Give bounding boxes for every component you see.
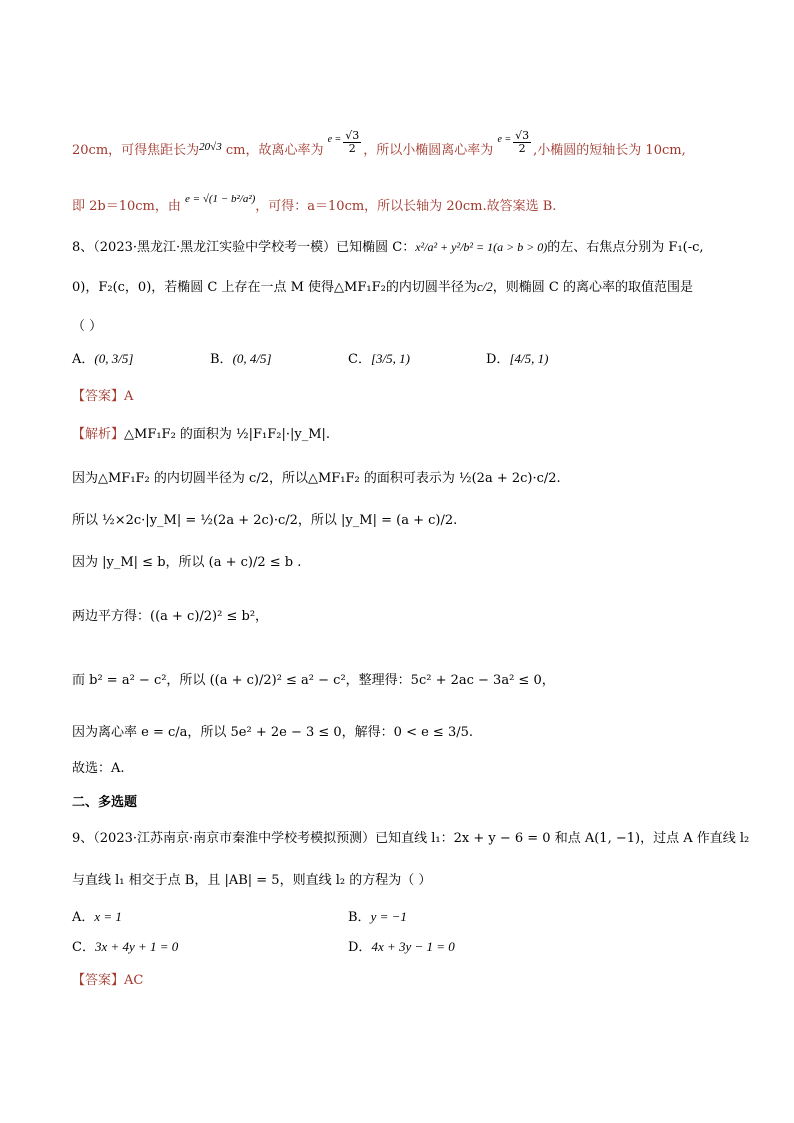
option-label: C．: [348, 352, 371, 367]
q8-analysis-line-5: [72, 608, 268, 626]
fraction-denominator: 2: [518, 142, 526, 155]
q8-analysis-line-2: [72, 470, 561, 488]
q9-option-d: [348, 938, 455, 957]
continuation-text: ，所以小椭圆离心率为: [363, 143, 494, 158]
question-text: ，则椭圆 C 的离心率的取值范围是: [492, 280, 693, 295]
continuation-line-2: [72, 190, 556, 216]
analysis-step: 因为 |y_M| ≤ b，所以 (a + c)/2 ≤ b .: [72, 555, 302, 570]
q8-analysis-line-8: [72, 760, 125, 778]
analysis-step: 故选：A.: [72, 761, 125, 776]
continuation-text: ，可得：a＝10cm，所以长轴为 20cm.故答案选 B.: [255, 199, 557, 214]
option-value: x = 1: [94, 909, 122, 924]
q9-answer: [72, 972, 143, 990]
q9-stem-line-1: [72, 830, 749, 848]
analysis-step: 两边平方得：((a + c)/2)² ≤ b²，: [72, 609, 269, 624]
analysis-step: 而 b² = a² − c²，所以 ((a + c)/2)² ≤ a² − c²，整理得：5c² + 2ac − 3a² ≤ 0，: [72, 673, 555, 688]
focal-length: 20√3: [199, 141, 222, 153]
section-title-text: 二、多选题: [72, 795, 138, 810]
section-title: [72, 794, 137, 812]
analysis-step: 所以 ½×2c·|y_M| = ½(2a + 2c)·c/2，所以 |y_M| = (a + c)/2.: [72, 513, 458, 528]
option-label: A．: [72, 352, 95, 367]
answer-blank: （ ）: [72, 319, 103, 334]
continuation-text: cm，故离心率为: [221, 143, 324, 158]
q9-option-b: [348, 908, 407, 927]
answer-value: AC: [124, 973, 144, 988]
option-value: [3/5, 1): [370, 351, 410, 366]
formula: e = √(1 − b²/a²): [185, 193, 256, 205]
analysis-step: △MF₁F₂ 的面积为 ½|F₁F₂|·|y_M|.: [124, 427, 331, 442]
option-value: 3x + 4y + 1 = 0: [94, 939, 179, 954]
question-text: 9、（2023·江苏南京·南京市秦淮中学校考模拟预测）已知直线 l₁：2x + y − 6 = 0 和点 A(1, −1)，过点 A 作直线 l₂: [72, 831, 750, 846]
question-text: 的左、右焦点分别为 F₁(-c,: [547, 240, 704, 255]
q8-option-d: [486, 350, 548, 369]
answer-value: A: [124, 389, 134, 404]
option-label: D．: [486, 352, 510, 367]
analysis-tag: 【解析】: [72, 427, 125, 442]
option-value: y = −1: [370, 909, 407, 924]
q8-answer: [72, 388, 133, 406]
continuation-text: 20cm，可得焦距长为: [72, 143, 200, 158]
fraction-numerator: √3: [515, 129, 530, 142]
q9-option-c: [72, 938, 178, 957]
continuation-line-1: [72, 130, 686, 160]
q8-option-b: [210, 350, 272, 369]
q8-stem-line-2: [72, 278, 693, 297]
continuation-text: ,小椭圆的短轴长为 10cm,: [533, 143, 686, 158]
q8-option-c: [348, 350, 410, 369]
option-value: (0, 4/5]: [232, 351, 272, 366]
option-label: C．: [72, 940, 95, 955]
option-label: B．: [210, 352, 233, 367]
eccentricity-label: e =: [497, 134, 512, 145]
fraction-denominator: 2: [348, 142, 356, 155]
fraction: [513, 130, 531, 155]
q8-analysis-line-3: [72, 512, 457, 530]
answer-tag: 【答案】: [72, 973, 125, 988]
eccentricity-label: e =: [327, 134, 342, 145]
continuation-text: 即 2b＝10cm，由: [72, 199, 181, 214]
q8-analysis-line-4: [72, 554, 301, 572]
question-text: 0)，F₂(c，0)，若椭圆 C 上存在一点 M 使得△MF₁F₂的内切圆半径为: [72, 280, 477, 295]
option-label: A．: [72, 910, 95, 925]
analysis-step: 因为△MF₁F₂ 的内切圆半径为 c/2，所以△MF₁F₂ 的面积可表示为 ½(2a + 2c)·c/2.: [72, 471, 561, 486]
answer-tag: 【答案】: [72, 389, 125, 404]
q8-stem-line-1: [72, 238, 704, 257]
q9-option-a: [72, 908, 122, 927]
q8-blank: [72, 318, 102, 336]
q8-analysis-line-7: [72, 724, 473, 742]
fraction: [343, 130, 361, 155]
option-value: [4/5, 1): [509, 351, 549, 366]
q9-stem-line-2: [72, 872, 431, 890]
ellipse-equation: x²/a² + y²/b² = 1(a > b > 0): [415, 240, 548, 254]
question-text: 与直线 l₁ 相交于点 B，且 |AB| = 5，则直线 l₂ 的方程为（ ）: [72, 873, 432, 888]
question-text: 8、（2023·黑龙江·黑龙江实验中学校考一模）已知椭圆 C：: [72, 240, 416, 255]
radius: c/2: [476, 279, 493, 294]
fraction-numerator: √3: [345, 129, 360, 142]
option-value: (0, 3/5]: [94, 351, 134, 366]
q8-analysis-line-1: [72, 426, 330, 444]
q8-option-a: [72, 350, 133, 369]
q8-analysis-line-6: [72, 672, 555, 690]
option-label: D．: [348, 940, 372, 955]
analysis-step: 因为离心率 e = c/a，所以 5e² + 2e − 3 ≤ 0，解得：0 < e ≤ 3/5.: [72, 725, 474, 740]
option-value: 4x + 3y − 1 = 0: [371, 939, 455, 954]
option-label: B．: [348, 910, 371, 925]
